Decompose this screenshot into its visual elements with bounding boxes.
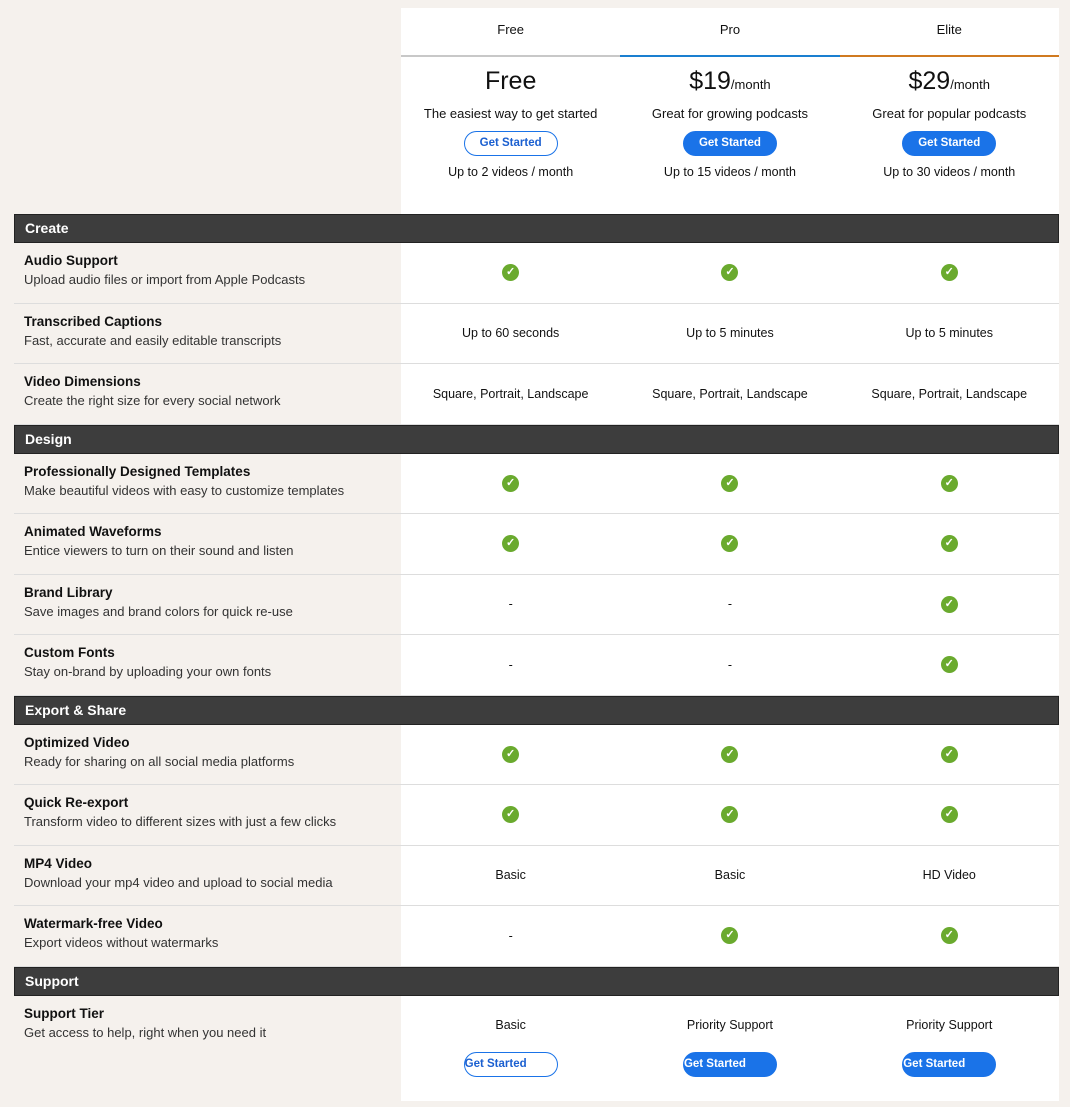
check-circle-icon: ✓ <box>721 264 738 281</box>
plan-price <box>620 67 839 101</box>
feature-row <box>14 575 1059 636</box>
feature-cell-pro <box>620 996 839 1101</box>
feature-cell-pro <box>620 635 839 696</box>
feature-cell-pro <box>620 243 839 304</box>
feature-cell-pro <box>620 454 839 515</box>
cell-value: - <box>727 597 733 612</box>
feature-cell-free <box>401 304 620 365</box>
check-circle-icon: ✓ <box>721 475 738 492</box>
check-circle-icon: ✓ <box>941 264 958 281</box>
section-header: Create <box>14 214 1059 243</box>
feature-cell-pro <box>620 906 839 967</box>
feature-row <box>14 906 1059 967</box>
check-circle-icon: ✓ <box>941 806 958 823</box>
feature-cell-free <box>401 785 620 846</box>
plan-limit: Up to 30 videos / month <box>883 165 1016 179</box>
feature-cell-elite <box>840 454 1059 515</box>
feature-description: Get access to help, right when you need it <box>24 1024 267 1040</box>
get-started-button[interactable]: Get Started <box>683 131 777 156</box>
feature-row <box>14 725 1059 786</box>
get-started-button[interactable]: Get Started <box>902 131 996 156</box>
cell-value: - <box>727 657 733 672</box>
feature-info <box>14 846 401 907</box>
feature-cell-elite <box>840 575 1059 636</box>
cell-value: - <box>508 657 513 672</box>
feature-description: Save images and brand colors for quick re-use <box>24 603 293 619</box>
feature-description: Make beautiful videos with easy to customize templates <box>24 482 345 498</box>
cell-value: Up to 5 minutes <box>905 326 994 341</box>
feature-description: Download your mp4 video and upload to social media <box>24 874 333 890</box>
check-circle-icon: ✓ <box>502 535 519 552</box>
feature-cell-elite <box>840 846 1059 907</box>
feature-description: Create the right size for every social network <box>24 393 281 408</box>
plan-limit: Up to 2 videos / month <box>448 165 574 179</box>
feature-row <box>14 846 1059 907</box>
feature-cell-pro <box>620 725 839 786</box>
plan-tab-pro[interactable]: Pro <box>620 8 839 57</box>
feature-row <box>14 304 1059 365</box>
cell-value: Basic <box>495 868 526 883</box>
feature-name: Quick Re-export <box>24 795 129 810</box>
check-circle-icon: ✓ <box>941 927 958 944</box>
cell-value: HD Video <box>922 868 976 883</box>
feature-cell-pro <box>620 846 839 907</box>
feature-info <box>14 635 401 696</box>
feature-cell-free <box>401 364 620 425</box>
check-circle-icon: ✓ <box>941 475 958 492</box>
plan-price <box>840 67 1059 101</box>
feature-name: Transcribed Captions <box>24 313 163 329</box>
plan-limit: Up to 15 videos / month <box>663 165 796 179</box>
feature-row <box>14 996 1059 1101</box>
feature-description: Transform video to different sizes with just a few clicks <box>24 814 337 829</box>
feature-info <box>14 243 401 304</box>
plan-header <box>14 8 1059 214</box>
feature-name: Professionally Designed Templates <box>24 463 251 479</box>
feature-cell-free <box>401 846 620 907</box>
get-started-button[interactable]: Get Started <box>464 131 558 156</box>
feature-cell-pro <box>620 364 839 425</box>
get-started-button[interactable]: Get Started <box>902 1052 996 1077</box>
feature-description: Entice viewers to turn on their sound and listen <box>24 543 294 558</box>
check-circle-icon: ✓ <box>721 535 738 552</box>
feature-info <box>14 514 401 575</box>
feature-cell-elite <box>840 785 1059 846</box>
feature-row <box>14 635 1059 696</box>
plan-tagline: Great for growing podcasts <box>651 106 808 121</box>
feature-info <box>14 996 401 1101</box>
feature-cell-free <box>401 906 620 967</box>
plan-tagline: Great for popular podcasts <box>872 106 1027 121</box>
feature-cell-elite <box>840 514 1059 575</box>
plan-tab-free[interactable]: Free <box>401 8 620 57</box>
feature-cell-free <box>401 514 620 575</box>
header-spacer <box>14 8 401 214</box>
cell-value: Square, Portrait, Landscape <box>432 386 589 401</box>
get-started-button[interactable]: Get Started <box>683 1052 777 1077</box>
check-circle-icon: ✓ <box>721 746 738 763</box>
price-period: /month <box>730 77 771 92</box>
feature-cell-free <box>401 454 620 515</box>
feature-description: Ready for sharing on all social media platforms <box>24 753 295 769</box>
check-circle-icon: ✓ <box>721 806 738 823</box>
cell-value: Square, Portrait, Landscape <box>652 386 808 401</box>
feature-name: Watermark-free Video <box>24 916 163 931</box>
feature-name: Video Dimensions <box>24 374 141 389</box>
feature-name: Animated Waveforms <box>24 524 162 539</box>
feature-row <box>14 454 1059 515</box>
plan-free <box>401 8 620 214</box>
feature-cell-elite <box>840 304 1059 365</box>
feature-cell-elite <box>840 635 1059 696</box>
plan-pro <box>620 8 839 214</box>
feature-name: Brand Library <box>24 584 113 600</box>
feature-name: Audio Support <box>24 253 118 268</box>
check-circle-icon: ✓ <box>502 746 519 763</box>
cell-value: Priority Support <box>686 1017 774 1032</box>
cell-value: Up to 5 minutes <box>686 326 774 341</box>
feature-name: Optimized Video <box>24 734 130 750</box>
feature-info <box>14 454 401 515</box>
feature-cell-free <box>401 635 620 696</box>
feature-description: Upload audio files or import from Apple Podcasts <box>24 272 306 287</box>
feature-info <box>14 304 401 365</box>
price-period: /month <box>950 77 990 92</box>
feature-info <box>14 364 401 425</box>
feature-cell-elite <box>840 725 1059 786</box>
feature-cell-elite <box>840 364 1059 425</box>
check-circle-icon: ✓ <box>941 535 958 552</box>
price-amount: $29 <box>908 67 951 95</box>
feature-cell-free <box>401 243 620 304</box>
feature-cell-pro <box>620 514 839 575</box>
feature-cell-pro <box>620 304 839 365</box>
cell-value: - <box>508 928 513 943</box>
feature-row <box>14 785 1059 846</box>
feature-cell-elite <box>840 906 1059 967</box>
feature-row <box>14 514 1059 575</box>
feature-cell-elite <box>840 996 1059 1101</box>
feature-name: MP4 Video <box>24 855 93 871</box>
feature-description: Export videos without watermarks <box>24 935 219 950</box>
feature-description: Stay on-brand by uploading your own fonts <box>24 664 272 679</box>
feature-info <box>14 575 401 636</box>
plan-tab-elite[interactable]: Elite <box>840 8 1059 57</box>
feature-name: Support Tier <box>24 1005 105 1021</box>
feature-info <box>14 725 401 786</box>
price-amount: Free <box>484 67 537 95</box>
plan-price <box>401 67 620 101</box>
cell-value: Up to 60 seconds <box>462 326 560 341</box>
feature-cell-elite <box>840 243 1059 304</box>
feature-cell-free <box>401 725 620 786</box>
feature-info <box>14 906 401 967</box>
check-circle-icon: ✓ <box>941 596 958 613</box>
check-circle-icon: ✓ <box>502 475 519 492</box>
plan-tagline: The easiest way to get started <box>423 106 598 121</box>
cell-value: Square, Portrait, Landscape <box>871 386 1028 401</box>
check-circle-icon: ✓ <box>941 746 958 763</box>
feature-cell-free <box>401 575 620 636</box>
pricing-table <box>14 8 1059 1101</box>
check-circle-icon: ✓ <box>502 806 519 823</box>
cell-value: Priority Support <box>906 1017 993 1032</box>
feature-cell-pro <box>620 785 839 846</box>
feature-row <box>14 243 1059 304</box>
section-header: Design <box>14 425 1059 454</box>
feature-cell-pro <box>620 575 839 636</box>
check-circle-icon: ✓ <box>721 927 738 944</box>
feature-info <box>14 785 401 846</box>
feature-row <box>14 364 1059 425</box>
get-started-button[interactable]: Get Started <box>464 1052 558 1077</box>
check-circle-icon: ✓ <box>941 656 958 673</box>
cell-value: Basic <box>714 868 746 883</box>
price-amount: $19 <box>689 67 731 95</box>
feature-cell-free <box>401 996 620 1101</box>
feature-name: Custom Fonts <box>24 645 115 660</box>
plan-elite <box>840 8 1059 214</box>
section-header: Export & Share <box>14 696 1059 725</box>
feature-description: Fast, accurate and easily editable transcripts <box>24 332 282 348</box>
cell-value: - <box>508 597 513 612</box>
cell-value: Basic <box>495 1017 526 1032</box>
check-circle-icon: ✓ <box>502 264 519 281</box>
section-header: Support <box>14 967 1059 996</box>
